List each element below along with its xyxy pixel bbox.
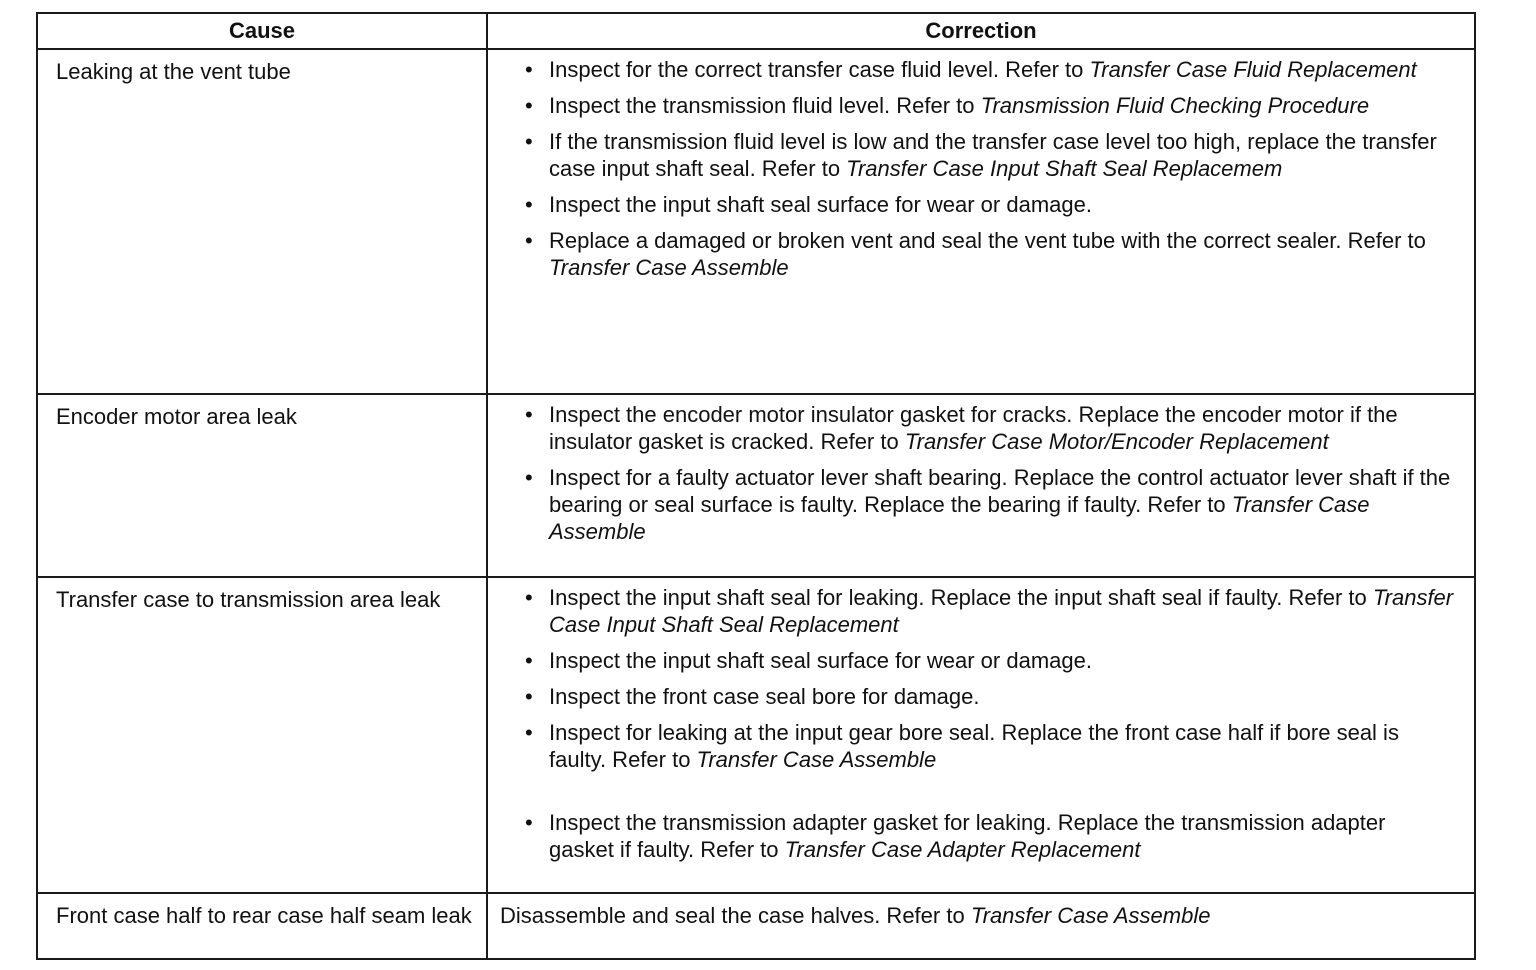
cause-cell: Transfer case to transmission area leak <box>37 577 487 893</box>
cause-cell: Encoder motor area leak <box>37 394 487 577</box>
reference-link: Transfer Case Assemble <box>549 492 1370 544</box>
bullet-icon: • <box>525 585 533 610</box>
correction-header: Correction <box>487 13 1475 49</box>
correction-item <box>500 647 1454 674</box>
correction-text: Inspect for the correct transfer case fluid level. Refer to <box>549 57 1090 82</box>
correction-text: Inspect the input shaft seal surface for wear or damage. <box>549 648 1092 673</box>
bullet-icon: • <box>525 93 533 118</box>
correction-list <box>500 401 1454 545</box>
correction-text: Disassemble and seal the case halves. Refer to <box>500 903 971 928</box>
reference-link: Transfer Case Assemble <box>696 747 937 772</box>
table-row <box>37 49 1475 394</box>
bullet-icon: • <box>525 402 533 427</box>
bullet-icon: • <box>525 684 533 709</box>
correction-item <box>500 584 1454 638</box>
bullet-icon: • <box>525 192 533 217</box>
correction-text: Inspect for leaking at the input gear bore seal. Replace the front case half if bore seal is faulty. Refer to <box>549 720 1399 772</box>
correction-text: If the transmission fluid level is low and the transfer case level too high, replace the transfer case input shaft seal. Refer to <box>549 129 1437 181</box>
correction-item <box>500 128 1454 182</box>
correction-text: Inspect the transmission adapter gasket for leaking. Replace the transmission adapter gasket if faulty. Refer to <box>549 810 1386 862</box>
correction-item <box>500 56 1454 83</box>
correction-item <box>500 464 1454 545</box>
correction-text: Inspect the input shaft seal for leaking. Replace the input shaft seal if faulty. Refer to <box>549 585 1373 610</box>
correction-item <box>500 683 1454 710</box>
correction-list <box>500 56 1454 281</box>
reference-link: Transfer Case Input Shaft Seal Replacement <box>549 585 1454 637</box>
bullet-icon: • <box>525 810 533 835</box>
correction-item <box>500 191 1454 218</box>
reference-link: Transfer Case Assemble <box>549 255 789 280</box>
correction-text: Replace a damaged or broken vent and seal the vent tube with the correct sealer. Refer to <box>549 228 1426 253</box>
correction-cell <box>487 394 1475 577</box>
correction-item <box>500 92 1454 119</box>
cause-cell: Front case half to rear case half seam leak <box>37 893 487 959</box>
correction-cell <box>487 577 1475 893</box>
reference-link: Transfer Case Motor/Encoder Replacement <box>904 429 1329 454</box>
reference-link: Transfer Case Assemble <box>970 903 1211 928</box>
correction-text: Inspect the front case seal bore for damage. <box>549 684 980 709</box>
diagnosis-table <box>36 12 1476 960</box>
correction-item <box>500 809 1454 863</box>
correction-list <box>500 584 1454 863</box>
correction-item <box>500 719 1454 773</box>
bullet-icon: • <box>525 57 533 82</box>
bullet-icon: • <box>525 228 533 253</box>
correction-text: Inspect the transmission fluid level. Refer to <box>549 93 981 118</box>
reference-link: Transfer Case Fluid Replacement <box>1089 57 1417 82</box>
bullet-icon: • <box>525 465 533 490</box>
cause-header: Cause <box>37 13 487 49</box>
bullet-icon: • <box>525 129 533 154</box>
header-row <box>37 13 1475 49</box>
correction-text: Inspect the input shaft seal surface for wear or damage. <box>549 192 1092 217</box>
correction-cell <box>487 49 1475 394</box>
table-row <box>37 394 1475 577</box>
correction-text: Inspect for a faulty actuator lever shaft bearing. Replace the control actuator lever shaft if the bearing or seal surface is faulty. Replace the bearing if faulty. Refer to <box>549 465 1451 517</box>
table-row <box>37 893 1475 959</box>
reference-link: Transfer Case Input Shaft Seal Replacemem <box>846 156 1283 181</box>
correction-item <box>500 401 1454 455</box>
bullet-icon: • <box>525 720 533 745</box>
table-row <box>37 577 1475 893</box>
correction-paragraph <box>500 900 1454 929</box>
reference-link: Transmission Fluid Checking Procedure <box>980 93 1370 118</box>
correction-item <box>500 227 1454 281</box>
correction-cell <box>487 893 1475 959</box>
bullet-icon: • <box>525 648 533 673</box>
correction-text: Inspect the encoder motor insulator gasket for cracks. Replace the encoder motor if the insulator gasket is cracked. Refer to <box>549 402 1398 454</box>
cause-cell: Leaking at the vent tube <box>37 49 487 394</box>
reference-link: Transfer Case Adapter Replacement <box>784 837 1141 862</box>
